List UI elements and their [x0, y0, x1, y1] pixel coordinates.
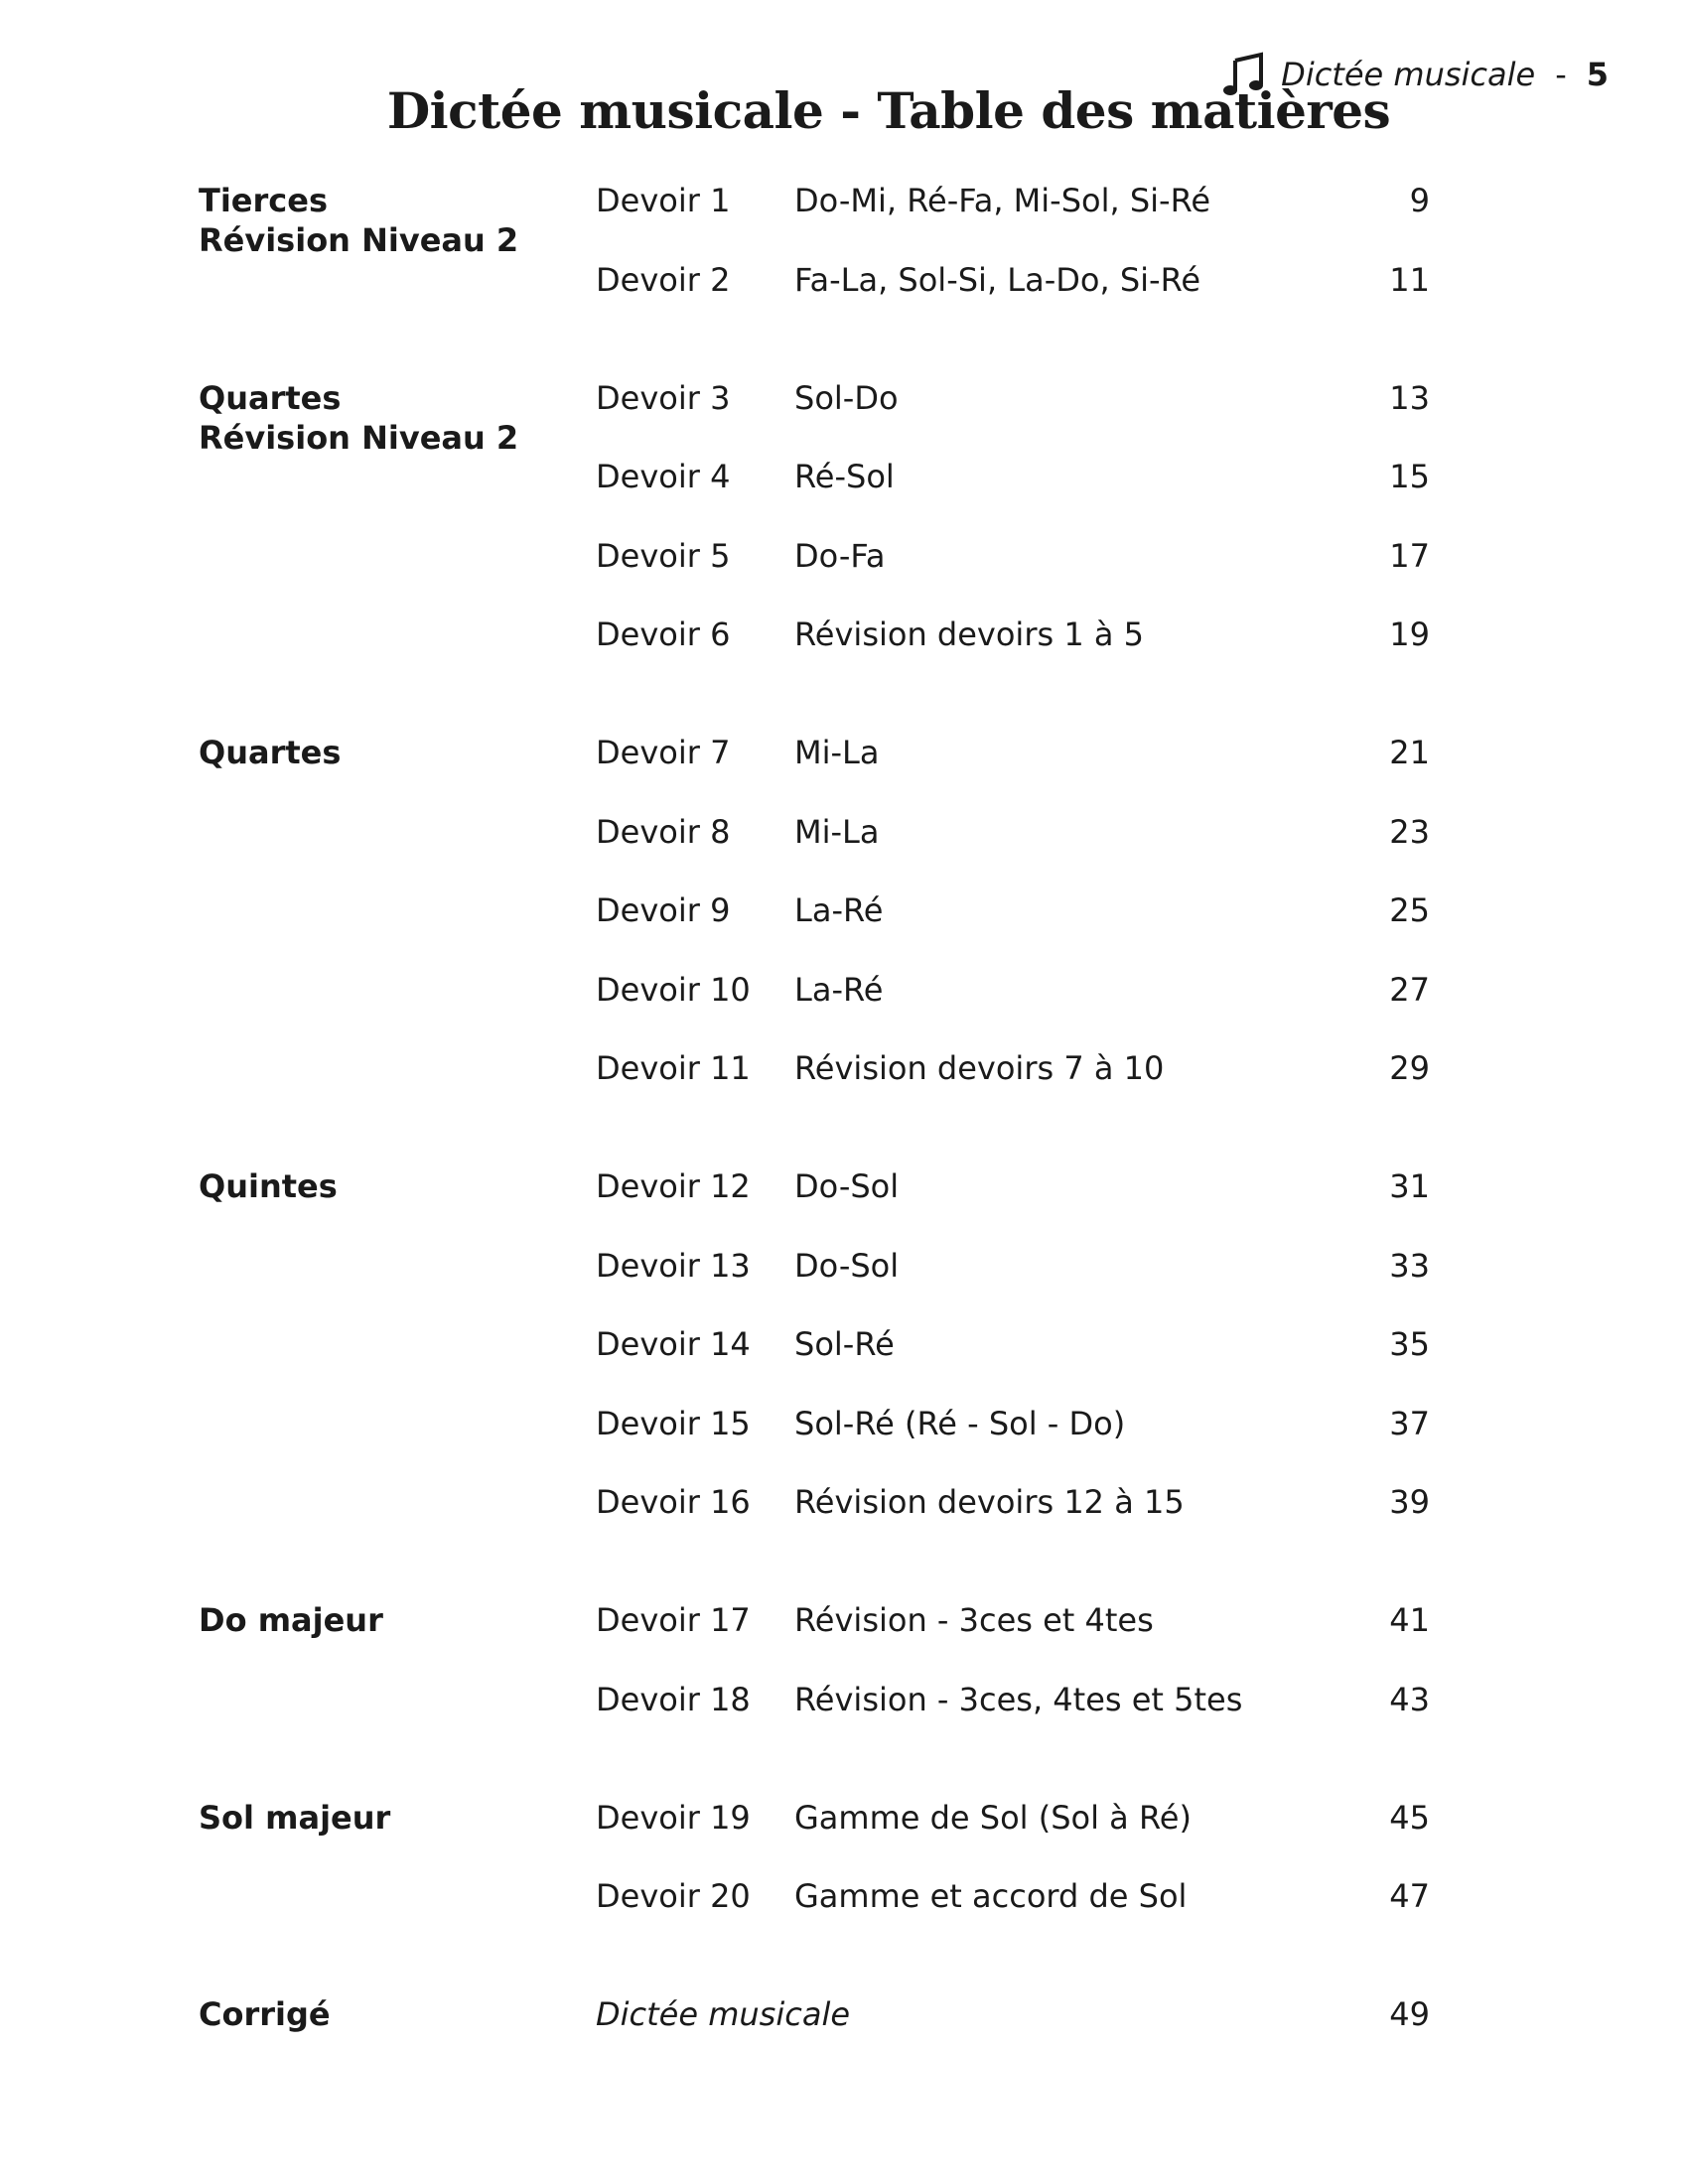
devoir-description: Révision devoirs 7 à 10	[794, 1049, 1165, 1087]
page-title: Dictée musicale - Table des matières	[386, 81, 1391, 140]
page-number: 23	[1389, 812, 1430, 851]
devoir-label: Devoir 11	[596, 1049, 751, 1087]
page-number: 41	[1389, 1601, 1430, 1639]
devoir-label: Devoir 7	[596, 734, 731, 771]
section-category: Do majeur	[199, 1601, 383, 1639]
devoir-label: Devoir 14	[596, 1325, 751, 1363]
answer-key-description: Dictée musicale	[596, 1995, 851, 2033]
toc-row	[0, 1402, 1688, 1445]
devoir-label: Devoir 20	[596, 1877, 751, 1915]
page-number: 13	[1389, 378, 1430, 417]
devoir-label: Devoir 15	[596, 1404, 751, 1442]
devoir-description: Do-Sol	[794, 1246, 900, 1285]
devoir-description: Do-Fa	[794, 536, 886, 575]
header-book-title: Dictée musicale	[1281, 56, 1536, 93]
toc-row	[0, 1164, 1688, 1208]
page-number: 25	[1389, 891, 1430, 929]
toc-row	[0, 1480, 1688, 1524]
answer-key-category: Corrigé	[199, 1995, 331, 2033]
toc-row	[0, 179, 1688, 222]
devoir-description: La-Ré	[794, 970, 884, 1009]
devoir-label: Devoir 6	[596, 615, 731, 653]
devoir-description: Gamme de Sol (Sol à Ré)	[794, 1798, 1192, 1837]
toc-row	[0, 731, 1688, 774]
toc-row	[0, 1598, 1688, 1642]
devoir-label: Devoir 5	[596, 536, 731, 575]
toc-row	[0, 534, 1688, 578]
page-number: 31	[1389, 1167, 1430, 1205]
toc-row	[0, 1678, 1688, 1721]
page-number: 33	[1389, 1246, 1430, 1285]
devoir-description: Révision devoirs 12 à 15	[794, 1483, 1185, 1521]
devoir-description: Gamme et accord de Sol	[794, 1877, 1188, 1915]
answer-key-page: 49	[1389, 1995, 1430, 2033]
devoir-description: Do-Sol	[794, 1167, 900, 1205]
toc-row	[0, 968, 1688, 1012]
page-number: 29	[1389, 1049, 1430, 1087]
devoir-label: Devoir 2	[596, 260, 731, 299]
toc-row	[0, 1874, 1688, 1918]
page-number: 21	[1389, 734, 1430, 771]
devoir-description: Sol-Do	[794, 378, 899, 417]
devoir-label: Devoir 12	[596, 1167, 751, 1205]
devoir-label: Devoir 9	[596, 891, 731, 929]
page-number: 27	[1389, 970, 1430, 1009]
devoir-label: Devoir 10	[596, 970, 751, 1009]
devoir-label: Devoir 3	[596, 378, 731, 417]
toc-row	[0, 1796, 1688, 1840]
toc-row	[0, 1046, 1688, 1090]
section-category: Quintes	[199, 1167, 338, 1205]
toc-row	[0, 888, 1688, 932]
section-category: Sol majeur	[199, 1798, 391, 1837]
devoir-label: Devoir 16	[596, 1483, 751, 1521]
toc-row	[0, 810, 1688, 854]
section-category: Tierces	[199, 182, 328, 219]
toc-row	[0, 455, 1688, 498]
header-page-number: 5	[1586, 56, 1609, 93]
toc-row	[0, 258, 1688, 302]
devoir-label: Devoir 18	[596, 1680, 751, 1718]
devoir-description: Mi-La	[794, 734, 880, 771]
devoir-description: Ré-Sol	[794, 458, 895, 495]
devoir-description: Sol-Ré (Ré - Sol - Do)	[794, 1404, 1126, 1442]
page-number: 45	[1389, 1798, 1430, 1837]
devoir-label: Devoir 13	[596, 1246, 751, 1285]
toc-row	[0, 1244, 1688, 1288]
devoir-label: Devoir 1	[596, 182, 731, 219]
page-number: 9	[1409, 182, 1430, 219]
header-separator: -	[1555, 56, 1567, 93]
page-number: 11	[1389, 260, 1430, 299]
devoir-description: Mi-La	[794, 812, 880, 851]
toc-subtitle-row	[0, 416, 1688, 460]
toc-row	[0, 376, 1688, 420]
page-number: 17	[1389, 536, 1430, 575]
page-number: 15	[1389, 458, 1430, 495]
devoir-description: Fa-La, Sol-Si, La-Do, Si-Ré	[794, 260, 1201, 299]
devoir-description: Révision - 3ces, 4tes et 5tes	[794, 1680, 1243, 1718]
devoir-description: Do-Mi, Ré-Fa, Mi-Sol, Si-Ré	[794, 182, 1211, 219]
devoir-label: Devoir 17	[596, 1601, 751, 1639]
page-number: 47	[1389, 1877, 1430, 1915]
page-number: 35	[1389, 1325, 1430, 1363]
page-number: 43	[1389, 1680, 1430, 1718]
page-number: 19	[1389, 615, 1430, 653]
toc-subtitle-row	[0, 218, 1688, 262]
section-category: Quartes	[199, 378, 342, 417]
section-category: Quartes	[199, 734, 342, 771]
toc-row-answer-key	[0, 1992, 1688, 2036]
page-number: 37	[1389, 1404, 1430, 1442]
devoir-label: Devoir 4	[596, 458, 731, 495]
page-number: 39	[1389, 1483, 1430, 1521]
devoir-description: La-Ré	[794, 891, 884, 929]
devoir-description: Révision - 3ces et 4tes	[794, 1601, 1154, 1639]
section-subtitle: Révision Niveau 2	[199, 418, 519, 457]
devoir-label: Devoir 8	[596, 812, 731, 851]
toc-row	[0, 1322, 1688, 1366]
devoir-label: Devoir 19	[596, 1798, 751, 1837]
devoir-description: Révision devoirs 1 à 5	[794, 615, 1144, 653]
section-subtitle: Révision Niveau 2	[199, 221, 519, 259]
devoir-description: Sol-Ré	[794, 1325, 895, 1363]
toc-row	[0, 613, 1688, 656]
